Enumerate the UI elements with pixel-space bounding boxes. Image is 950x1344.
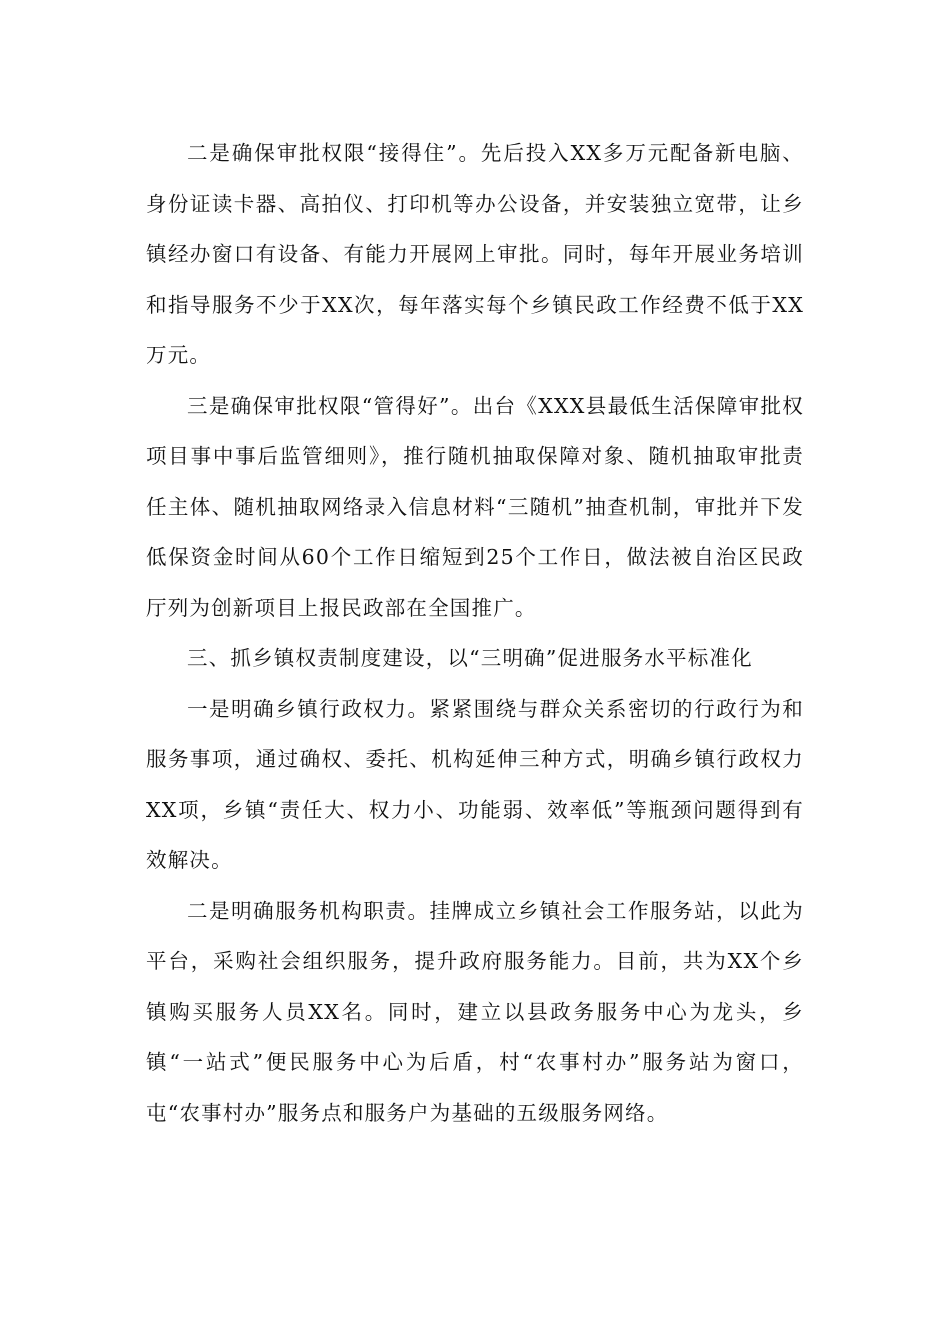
paragraph-service-duties: 二是明确服务机构职责。挂牌成立乡镇社会工作服务站，以此为平台，采购社会组织服务，提升政府服务能力。目前，共为XX个乡镇购买服务人员XX名。同时，建立以县政务服务中心为龙头，乡镇“一站式”便民服务中心为后盾，村“农事村办”服务站为窗口，屯“农事村办”服务点和服务户为基础的五级服务网络。 xyxy=(146,898,804,1125)
paragraph-approval-receive: 二是确保审批权限“接得住”。先后投入XX多万元配备新电脑、身份证读卡器、高拍仪、打印机等办公设备，并安装独立宽带，让乡镇经办窗口有设备、有能力开展网上审批。同时，每年开展业务培训和指导服务不少于XX次，每年落实每个乡镇民政工作经费不低于XX万元。 xyxy=(146,141,804,367)
paragraph-approval-supervise: 三是确保审批权限“管得好”。出台《XXX县最低生活保障审批权项目事中事后监管细则》，推行随机抽取保障对象、随机抽取审批责任主体、随机抽取网络录入信息材料“三随机”抽查机制，审批并下发低保资金时间从60个工作日缩短到25个工作日，做法被自治区民政厅列为创新项目上报民政部在全国推广。 xyxy=(146,393,804,620)
document-body xyxy=(146,128,804,1138)
section-heading-three: 三、抓乡镇权责制度建设，以“三明确”促进服务水平标准化 xyxy=(187,646,753,670)
paragraph-administrative-power: 一是明确乡镇行政权力。紧紧围绕与群众关系密切的行政行为和服务事项，通过确权、委托、机构延伸三种方式，明确乡镇行政权力XX项，乡镇“责任大、权力小、功能弱、效率低”等瓶颈问题得到有效解决。 xyxy=(146,696,804,872)
